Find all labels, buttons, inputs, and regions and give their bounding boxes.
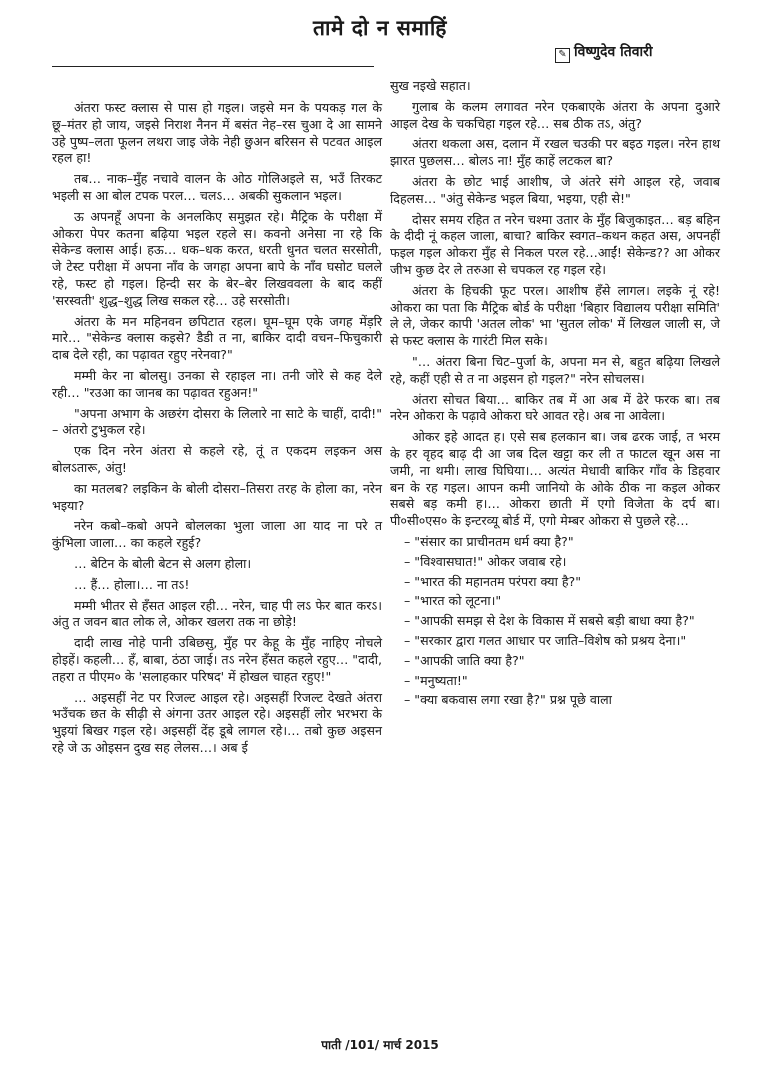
dialogue-line: – "संसार का प्राचीनतम धर्म क्या है?" xyxy=(404,533,574,549)
paragraph: का मतलब? लइकिन के बोली दोसरा–तिसरा तरह के होला का, नरेन भइया? xyxy=(52,480,382,513)
paragraph: अंतरा के मन महिनवन छपिटात रहल। घूम–घूम एके जगह मेंड़रि मारे… "सेकेन्ड क्लास कइसे? डैडी त ना, बाकिर दादी वचन–फिचुकारी दाब देले रही, का पढ़ावत रहुए नरेनवा?" xyxy=(52,313,382,363)
dialogue-line: – "आपकी समझ से देश के विकास में सबसे बड़ी बाधा क्या है?" xyxy=(404,613,695,629)
paragraph: अंतरा के छोट भाई आशीष, जे अंतरे संगे आइल रहे, जवाब दिहलस… "अंतु सेकेन्ड भइल बिया, भइया, एही से!" xyxy=(390,173,720,206)
dialogue-line: – "मनुष्यता!" xyxy=(404,672,468,688)
paragraph: अंतरा सोचत बिया… बाकिर तब में आ अब में ढेरे फरक बा। तब नरेन ओकरा के पढ़ावे ओकरा घरे आवत रहे। अब ना आवेला। xyxy=(390,391,720,424)
paragraph: सुख नइखे सहात। xyxy=(390,78,471,93)
paragraph: "अपना अभाग के अछरंग दोसरा के लिलारे ना साटे के चाहीं, दादी!" – अंतरो टुभुकल रहे। xyxy=(52,405,382,438)
paragraph: अंतरा थकला अस, दलान में रखल चउकी पर बइठ गइल। नरेन हाथ झारत पुछलस… बोलऽ ना! मुँह काहें लटकल बा? xyxy=(390,136,720,169)
paragraph: नरेन कबो–कबो अपने बोललका भुला जाला आ याद ना परे त कुंभिला जाला… का कहले रहुई? xyxy=(52,518,382,551)
dialogue-line: – "भारत को लूटना।" xyxy=(404,593,502,609)
dialogue-line: – "क्या बकवास लगा रखा है?" प्रश्न पूछे वाला xyxy=(404,692,612,708)
paragraph: तब… नाक–मुँह नचावे वालन के ओठ गोलिअइले स, भउँ तिरकट भइली स आ बोल टपक परल… चलऽ… अबकी सुकलान भइल। xyxy=(52,171,382,203)
paragraph: दादी लाख नोहे पानी उबिछसु, मुँह पर केहू के मुँह नाहिए नोचले होइहें। कहली… हँ, बाबा, ठंठा जाई। तऽ नरेन हँसत कहले रहुए… "दादी, तहरा त पीएम० के 'सलाहकार परिषद' में होखल चाहत रहुए!" xyxy=(52,635,382,684)
dialogue-line: – "भारत की महानतम परंपरा क्या है?" xyxy=(404,573,582,589)
right-column xyxy=(390,78,720,712)
story-title: तामे दो न समाहिं xyxy=(313,16,447,40)
author-byline xyxy=(555,42,653,63)
paragraph: दोसर समय रहित त नरेन चश्मा उतार के मुँह बिजुकाइत… बड़ बहिन के दीदी नूं कहल जाला, बाचा? बाकिर स्वगत–कथन कहत अस, अपनहीं फइल गइल ओकरा मुँह से निकल परल रहे…आईं! सेकेन्ड?? आ ओकर जीभ कुछ देर ले तरुआ से चपकल रह गइल रहे। xyxy=(390,211,720,277)
paragraph: एक दिन नरेन अंतरा से कहले रहे, तूं त एकदम लइकन अस बोलऽतारू, अंतु! xyxy=(52,443,382,475)
paragraph: अंतरा फस्ट क्लास से पास हो गइल। जइसे मन के पयकड़ गल के छू–मंतर हो जाय, जइसे निराश नैनन में बसंत नेह–रस चुआ दे आ सामने उहे पुष्प–लता फूलन लथरा जाइ जेके नेही छुअन बरिसन से पटवत आइल रहल हा! xyxy=(52,100,382,166)
paragraph: … बेटिन के बोली बेटन से अलग होला। xyxy=(74,555,252,571)
paragraph: "… अंतरा बिना चिट–पुर्जा के, अपना मन से, बहुत बढ़िया लिखले रहे, कहीं एही से त ना अइसन हो गइल?" नरेन सोचलस। xyxy=(390,353,720,386)
dialogue-line: – "विश्वासघात!" ओकर जवाब रहे। xyxy=(404,553,567,569)
paragraph: मम्मी केर ना बोलसु। उनका से रहाइल ना। तनी जोरे से कह देले रही… "रउआ का जानब का पढ़ावत रहुअन!" xyxy=(52,367,382,400)
paragraph: अंतरा के हिचकी फूट परल। आशीष हँसे लागल। लइके नूं रहे! ओकरा का पता कि मैट्रिक बोर्ड के परीक्षा 'बिहार विद्यालय परीक्षा समिति' ले ले, जेकर कापी 'अतल लोक' भा 'सुतल लोक' में लिखल जाली स, जे से फस्ट क्लास के गारंटी मिल सके। xyxy=(390,282,720,349)
author-name: विष्णुदेव तिवारी xyxy=(574,44,653,60)
paragraph: … हैं… होला।… ना तऽ! xyxy=(74,576,190,592)
paragraph: ऊ अपनहूँ अपना के अनलकिए समुझत रहे। मैट्रिक के परीक्षा में ओकरा पेपर कतना बढ़िया भइल रहले स। कवनो अनेसा ना रहे कि सेकेन्ड क्लास आई। हऊ… धक–धक करत, धरती धुनत चलत सरसोती, जे टेस्ट परीक्षा में अपना नाँव के जगहा अपना बापे के नाँव घसोट घलले रहे, फस्ट हो गइल। हिन्दी सर के बेर–बेर लिखववला के बाद कहीं 'सरस्वती' शुद्ध–शुद्ध लिख सकल रहे… उहे सरसोती। xyxy=(52,208,382,308)
page-footer: पाती /101/ मार्च 2015 xyxy=(321,1038,439,1052)
dialogue-line: – "सरकार द्वारा गलत आधार पर जाति–विशेष को प्रश्रय देना।" xyxy=(404,632,687,648)
paragraph: ओकर इहे आदत ह। एसे सब हलकान बा। जब ढरक जाई, त भरम के हर वृहद बाढ़ दी आ जब दिल खट्टा कर ली त फाटल खून अस ना जमी, ना थमी। लाख घिघिया।… अत्यंत मेधावी बाकिर गाँव के डिहवार बन के रह गइल। आपन कमी जानियो के ओके ठीक ना कइल ओकर सबसे बड़ कमी ह।… ओकरा छाती में एगो विजेता के दर्प बा। पी०सी०एस० के इन्टरव्यू बोर्ड में, एगो मेम्बर ओकरा से पुछले रहे… xyxy=(390,429,720,529)
paragraph: गुलाब के कलम लगावत नरेन एकबाएके अंतरा के अपना दुआरे आइल देख के चकचिहा गइल रहे… सब ठीक तऽ, अंतु? xyxy=(390,98,720,131)
header-divider xyxy=(52,66,374,67)
pen-icon: ✎ xyxy=(555,48,570,63)
paragraph: … अइसहीं नेट पर रिजल्ट आइल रहे। अइसहीं रिजल्ट देखते अंतरा भउँचक छत के सीढ़ी से अंगना उतर आइल रहे। अइसहीं लोर भरभरा के भुइयां बिखर गइल रहे। अइसहीं देंह डूबे लागल रहे।… तबो कुछ अइसन रहे जे ऊ ओइसन दुख सह लेलस…। अब ई xyxy=(52,689,382,755)
left-column xyxy=(52,100,382,761)
paragraph: मम्मी भीतर से हँसत आइल रही… नरेन, चाह पी लऽ फेर बात करऽ। अंतु त जवन बात लोक ले, ओकर खलरा तक ना छोड़े! xyxy=(52,597,382,630)
dialogue-line: – "आपकी जाति क्या है?" xyxy=(404,652,525,668)
